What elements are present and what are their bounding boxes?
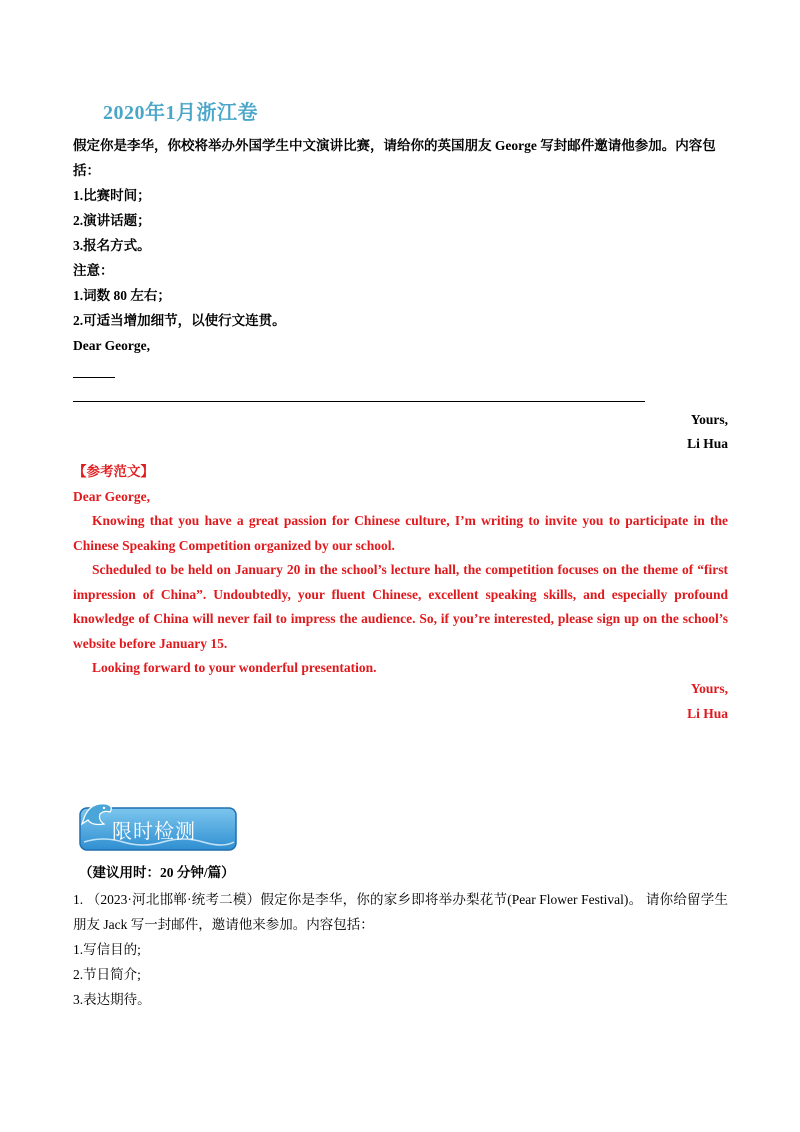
note-item: 2.可适当增加细节，以使行文连贯。 bbox=[73, 313, 286, 328]
notes-label: 注意： bbox=[73, 263, 114, 278]
sample-paragraph: Scheduled to be held on January 20 in the school’s lecture hall, the competition focuses on the theme of “first impression of China”. Undoubtedly, your fluent Chinese, excellent speaking skills, and especially profound knowledge of China will never fail to impress the audience. So, if you’re interested, please sign up on the school’s website before January 15. bbox=[73, 562, 728, 651]
note-item: 1.词数 80 左右； bbox=[73, 288, 171, 303]
sample-signature: Li Hua bbox=[687, 706, 728, 721]
prompt-text: 假定你是李华，你校将举办外国学生中文演讲比赛，请给你的英国朋友 George 写封邮件邀请他参加。内容包括： bbox=[73, 138, 716, 178]
question-item: 2.节日简介; bbox=[73, 967, 141, 982]
sample-essay bbox=[73, 460, 728, 681]
sample-paragraph: Looking forward to your wonderful presentation. bbox=[92, 660, 377, 675]
answer-blank-short bbox=[73, 377, 115, 378]
timed-test-badge bbox=[78, 798, 238, 853]
prompt-greeting: Dear George, bbox=[73, 338, 150, 353]
prompt-item: 3.报名方式。 bbox=[73, 238, 151, 253]
sample-greeting: Dear George, bbox=[73, 488, 150, 504]
writing-prompt bbox=[73, 133, 728, 358]
badge-label: 限时检测 bbox=[112, 819, 196, 843]
prompt-item: 2.演讲话题； bbox=[73, 213, 151, 228]
sample-paragraph: Knowing that you have a great passion for Chinese culture, I’m writing to invite you to participate in the Chinese Speaking Competition organized by our school. bbox=[73, 513, 728, 553]
section-title: 2020年1月浙江卷 bbox=[103, 102, 258, 124]
sample-closing: Yours, bbox=[690, 681, 728, 696]
sample-label: 【参考范文】 bbox=[73, 464, 154, 479]
prompt-closing: Yours, bbox=[690, 412, 728, 427]
question-item: 3.表达期待。 bbox=[73, 992, 151, 1007]
prompt-signature: Li Hua bbox=[687, 436, 728, 451]
prompt-item: 1.比赛时间； bbox=[73, 188, 151, 203]
suggested-time: （建议用时：20 分钟/篇） bbox=[79, 865, 235, 880]
exercise-question bbox=[73, 887, 728, 1012]
answer-blank-long bbox=[73, 401, 645, 402]
question-text: 1. （2023·河北邯郸·统考二模）假定你是李华，你的家乡即将举办梨花节(Pear Flower Festival)。 请你给留学生朋友 Jack 写一封邮件，邀请他来参加。内容包括： bbox=[73, 892, 728, 932]
question-item: 1.写信目的; bbox=[73, 942, 141, 957]
